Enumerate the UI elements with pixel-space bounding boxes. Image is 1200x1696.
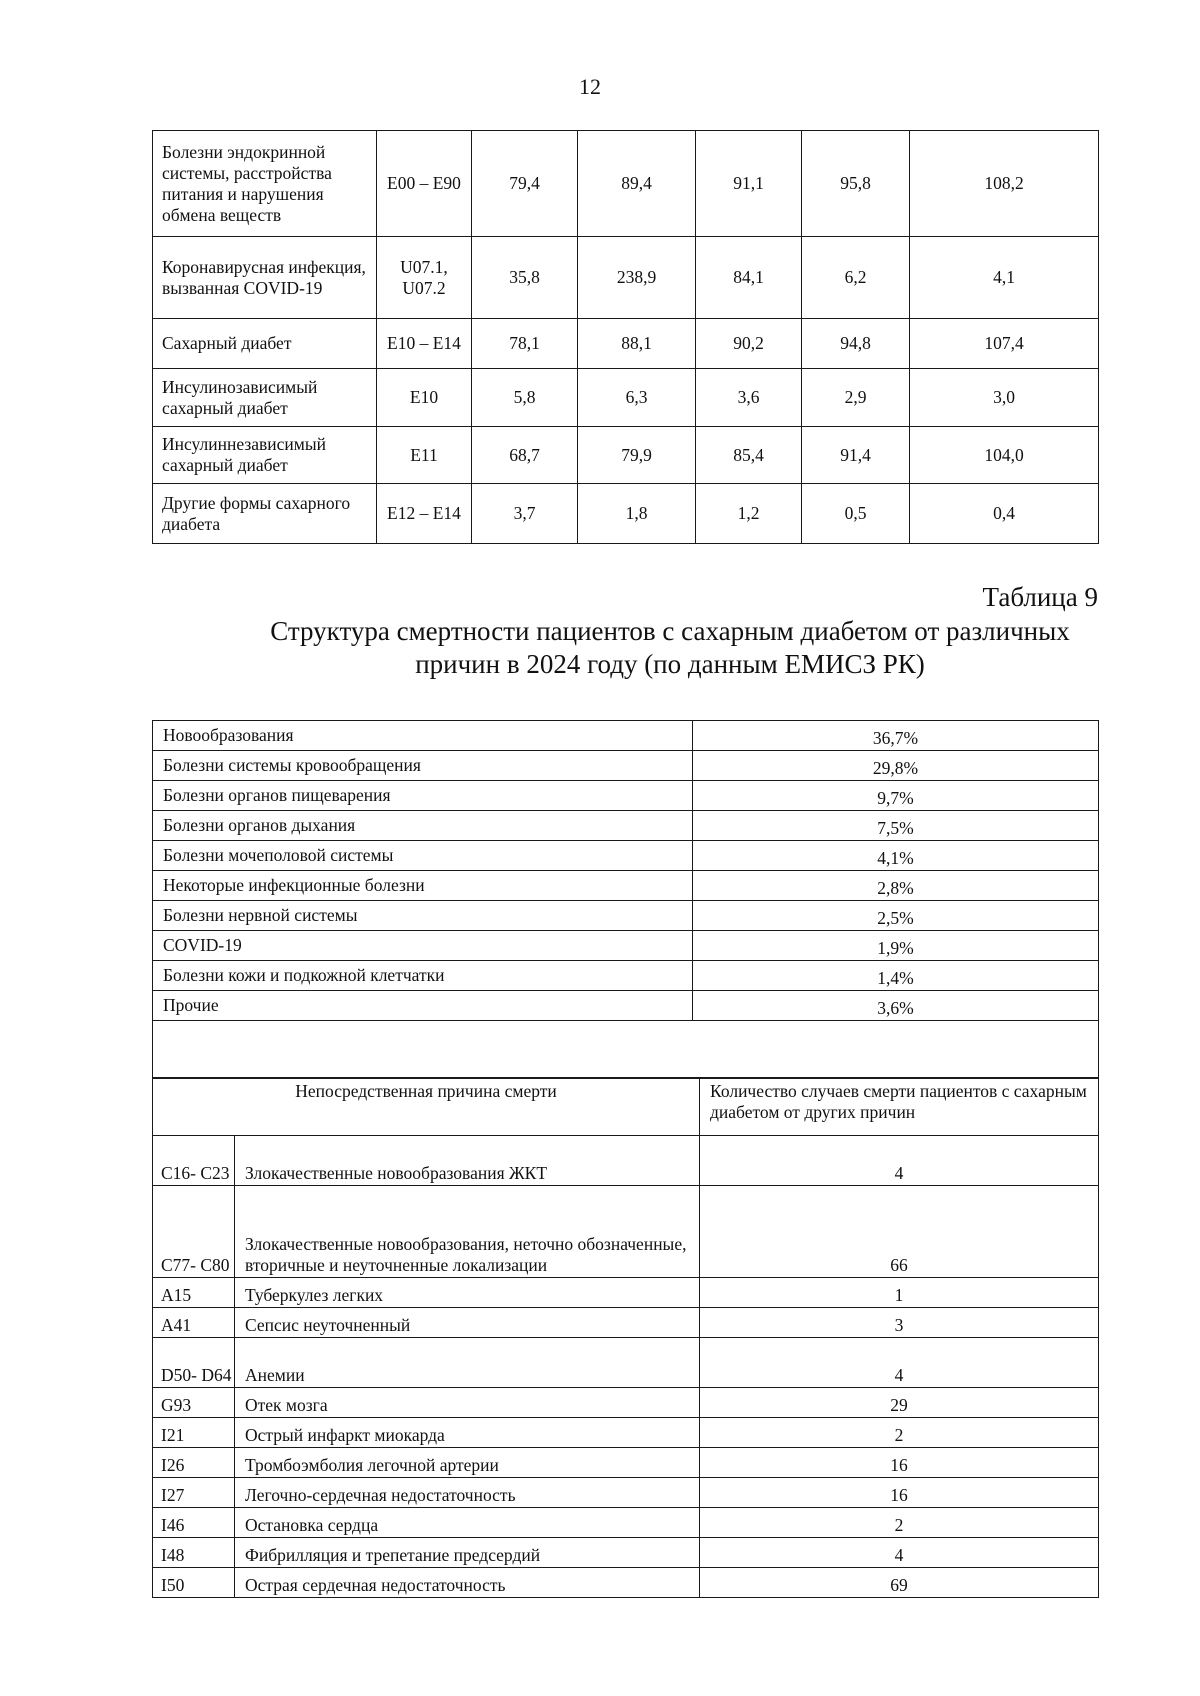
table-row (153, 1308, 1099, 1338)
row-value: 94,8 (802, 319, 910, 369)
icd-code: A41 (153, 1308, 235, 1338)
table-row (153, 721, 1099, 751)
row-value: 1,2 (696, 484, 802, 544)
case-count: 29 (700, 1388, 1099, 1418)
row-value: 0,5 (802, 484, 910, 544)
table-row (153, 961, 1099, 991)
table-row (153, 427, 1099, 484)
table-row (153, 871, 1099, 901)
percent-cell: 2,5% (693, 901, 1099, 931)
table-row (153, 1186, 1099, 1278)
cause-description: Отек мозга (235, 1388, 700, 1418)
icd-code: I21 (153, 1418, 235, 1448)
cause-description: Легочно-сердечная недостаточность (235, 1478, 700, 1508)
table-title: Структура смертности пациентов с сахарным диабетом от различных причин в 2024 году (по данным ЕМИСЗ РК) (270, 616, 1070, 679)
table-row (153, 1448, 1099, 1478)
icd-code: G93 (153, 1388, 235, 1418)
cause-cell: Болезни органов пищеварения (153, 781, 693, 811)
cause-description: Туберкулез легких (235, 1278, 700, 1308)
table-row (153, 484, 1099, 544)
cause-description: Злокачественные новообразования, неточно обозначенные, вторичные и неуточненные локализации (235, 1186, 700, 1278)
row-value: 108,2 (910, 131, 1099, 237)
cause-description: Сепсис неуточненный (235, 1308, 700, 1338)
icd-code: I46 (153, 1508, 235, 1538)
table-row (153, 1418, 1099, 1448)
percent-cell: 1,9% (693, 931, 1099, 961)
row-value: 3,7 (472, 484, 578, 544)
row-value: 88,1 (578, 319, 696, 369)
empty-cell (153, 1021, 1099, 1079)
case-count: 69 (700, 1568, 1099, 1598)
percent-cell: 9,7% (693, 781, 1099, 811)
row-name: Другие формы сахарного диабета (153, 484, 377, 544)
case-count: 4 (700, 1338, 1099, 1388)
row-name: Сахарный диабет (153, 319, 377, 369)
cause-description: Острый инфаркт миокарда (235, 1418, 700, 1448)
case-count: 2 (700, 1418, 1099, 1448)
case-count: 1 (700, 1278, 1099, 1308)
percent-cell: 4,1% (693, 841, 1099, 871)
case-count: 4 (700, 1538, 1099, 1568)
direct-causes-table (152, 1077, 1099, 1598)
mortality-rates-table (152, 130, 1099, 544)
case-count: 16 (700, 1478, 1099, 1508)
row-value: 2,9 (802, 369, 910, 427)
case-count: 3 (700, 1308, 1099, 1338)
row-value: 85,4 (696, 427, 802, 484)
icd-code: C16- C23 (153, 1136, 235, 1186)
case-count: 4 (700, 1136, 1099, 1186)
cause-column-header: Непосредственная причина смерти (153, 1078, 700, 1136)
table-row (153, 991, 1099, 1021)
row-value: 91,4 (802, 427, 910, 484)
percent-cell: 7,5% (693, 811, 1099, 841)
cause-description: Острая сердечная недостаточность (235, 1568, 700, 1598)
row-value: 238,9 (578, 237, 696, 319)
table-row (153, 931, 1099, 961)
cause-description: Тромбоэмболия легочной артерии (235, 1448, 700, 1478)
cause-cell: Прочие (153, 991, 693, 1021)
cause-cell: COVID-19 (153, 931, 693, 961)
row-value: 95,8 (802, 131, 910, 237)
cause-description: Злокачественные новообразования ЖКТ (235, 1136, 700, 1186)
icd-code: I50 (153, 1568, 235, 1598)
icd-code: I27 (153, 1478, 235, 1508)
cause-description: Остановка сердца (235, 1508, 700, 1538)
icd-code: I48 (153, 1538, 235, 1568)
row-code: E12 – E14 (377, 484, 472, 544)
table-row (153, 237, 1099, 319)
row-code: E11 (377, 427, 472, 484)
table-row (153, 811, 1099, 841)
empty-row (153, 1021, 1099, 1079)
row-value: 79,9 (578, 427, 696, 484)
count-column-header: Количество случаев смерти пациентов с сахарным диабетом от других причин (700, 1078, 1099, 1136)
cause-cell: Болезни мочеполовой системы (153, 841, 693, 871)
row-value: 79,4 (472, 131, 578, 237)
icd-code: A15 (153, 1278, 235, 1308)
table-row (153, 1338, 1099, 1388)
cause-description: Анемии (235, 1338, 700, 1388)
row-value: 1,8 (578, 484, 696, 544)
table-row (153, 319, 1099, 369)
table-row (153, 1388, 1099, 1418)
table-row (153, 1136, 1099, 1186)
row-value: 6,3 (578, 369, 696, 427)
case-count: 66 (700, 1186, 1099, 1278)
table-row (153, 1568, 1099, 1598)
percent-cell: 29,8% (693, 751, 1099, 781)
cause-description: Фибрилляция и трепетание предсердий (235, 1538, 700, 1568)
row-name: Болезни эндокринной системы, расстройства питания и нарушения обмена веществ (153, 131, 377, 237)
row-code: E10 – E14 (377, 319, 472, 369)
cause-cell: Новообразования (153, 721, 693, 751)
row-value: 6,2 (802, 237, 910, 319)
table-row (153, 781, 1099, 811)
table-row (153, 1478, 1099, 1508)
percent-cell: 1,4% (693, 961, 1099, 991)
table-row (153, 1508, 1099, 1538)
table-row (153, 751, 1099, 781)
row-name: Коронавирусная инфекция, вызванная COVID-19 (153, 237, 377, 319)
row-code: E00 – E90 (377, 131, 472, 237)
row-code: E10 (377, 369, 472, 427)
row-value: 0,4 (910, 484, 1099, 544)
table-row (153, 369, 1099, 427)
row-value: 35,8 (472, 237, 578, 319)
icd-code: D50- D64 (153, 1338, 235, 1388)
row-value: 104,0 (910, 427, 1099, 484)
row-code: U07.1, U07.2 (377, 237, 472, 319)
row-value: 89,4 (578, 131, 696, 237)
cause-cell: Болезни органов дыхания (153, 811, 693, 841)
row-value: 68,7 (472, 427, 578, 484)
row-name: Инсулинозависимый сахарный диабет (153, 369, 377, 427)
row-value: 78,1 (472, 319, 578, 369)
icd-code: C77- C80 (153, 1186, 235, 1278)
percent-cell: 3,6% (693, 991, 1099, 1021)
percent-cell: 2,8% (693, 871, 1099, 901)
cause-cell: Болезни нервной системы (153, 901, 693, 931)
percent-cell: 36,7% (693, 721, 1099, 751)
case-count: 2 (700, 1508, 1099, 1538)
row-value: 4,1 (910, 237, 1099, 319)
table-row (153, 1278, 1099, 1308)
row-value: 3,6 (696, 369, 802, 427)
row-value: 3,0 (910, 369, 1099, 427)
table-row (153, 1538, 1099, 1568)
cause-cell: Болезни системы кровообращения (153, 751, 693, 781)
row-value: 91,1 (696, 131, 802, 237)
case-count: 16 (700, 1448, 1099, 1478)
table-row (153, 901, 1099, 931)
row-value: 90,2 (696, 319, 802, 369)
page-number: 12 (579, 74, 601, 99)
table-row (153, 131, 1099, 237)
icd-code: I26 (153, 1448, 235, 1478)
mortality-structure-table (152, 720, 1099, 1079)
row-value: 5,8 (472, 369, 578, 427)
table-row (153, 841, 1099, 871)
cause-cell: Некоторые инфекционные болезни (153, 871, 693, 901)
row-name: Инсулиннезависимый сахарный диабет (153, 427, 377, 484)
table-label: Таблица 9 (982, 582, 1098, 612)
row-value: 84,1 (696, 237, 802, 319)
row-value: 107,4 (910, 319, 1099, 369)
header-row (153, 1078, 1099, 1136)
cause-cell: Болезни кожи и подкожной клетчатки (153, 961, 693, 991)
